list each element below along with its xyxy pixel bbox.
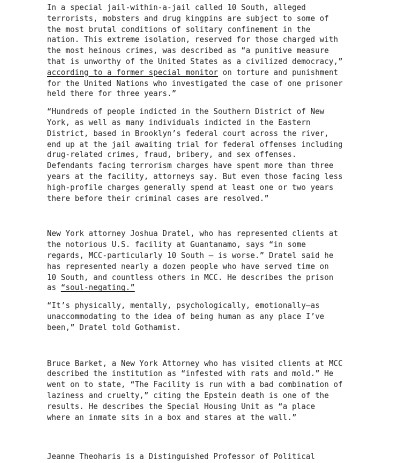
text-line: terrorists, mobsters and drug kingpins are subject to some of [47, 13, 329, 23]
link-former-special-monitor[interactable]: according to a former special monitor [47, 67, 219, 77]
text-fragment: as [47, 283, 61, 293]
text-line: went on to state, “The Facility is run with a bad combination of [47, 380, 343, 390]
text-line: described the institution as “infested with rats and mold.” He [47, 369, 334, 379]
text-line: In a special jail-within-a-jail called 10 South, alleged [47, 3, 306, 12]
text-line: the most heinous crimes, was described as “a punitive measure [47, 46, 329, 56]
paragraph-10-south [47, 3, 386, 100]
text-line: where an inmate sits in a box and stares at the wall.” [47, 412, 297, 422]
text-line: nation. This extreme isolation, reserved for those charged with [47, 35, 339, 45]
link-soul-negating[interactable]: “soul-negating.” [60, 283, 135, 293]
text-line: District, based in Brooklyn’s federal court across the river, [47, 128, 329, 138]
text-line: high-profile charges generally spend at least one or two years [47, 182, 334, 192]
text-line: Defendants facing terrorism charges have spent more than three [47, 161, 334, 171]
text-line: regards, MCC-particularly 10 South – is worse.” Dratel said he [47, 250, 334, 260]
paragraph-dratel [47, 229, 386, 294]
paragraph-barket [47, 359, 386, 424]
text-line: 10 South, and countless others in MCC. He describes the prison [47, 272, 334, 282]
text-line: Jeanne Theoharis is a Distinguished Professor of Political [47, 452, 316, 462]
text-line: New York attorney Joshua Dratel, who has represented clients at [47, 229, 339, 239]
text-line: “It’s physically, mentally, psychologically, emotionally—as [47, 301, 320, 311]
text-line: for the United Nations who investigated the case of one prisoner [47, 78, 343, 88]
text-line [47, 68, 386, 79]
text-line: has represented nearly a dozen people who have served time on [47, 261, 329, 271]
text-line: results. He describes the Special Housing Unit as “a place [47, 401, 316, 411]
text-line: that is unworthy of the United States as a civilized democracy,” [47, 56, 343, 66]
text-line: held there for three years.” [47, 89, 177, 99]
text-line: years at the facility, attorneys say. But even those facing less [47, 171, 343, 181]
text-fragment: on torture and punishment [218, 67, 339, 77]
text-line: “Hundreds of people indicted in the Southern District of New [47, 107, 325, 117]
paragraph-dratel-quote [47, 301, 386, 333]
text-line: York, as well as many individuals indicted in the Eastern [47, 117, 311, 127]
text-line [47, 283, 386, 294]
text-line: the most brutal conditions of solitary confinement in the [47, 24, 311, 34]
text-line: laziness and cruelty,” citing the Epstein death is one of the [47, 390, 329, 400]
text-line: end up at the jail awaiting trial for federal offenses including [47, 139, 343, 149]
text-line: there before their criminal cases are resolved.” [47, 193, 269, 203]
paragraph-theoharis [47, 452, 386, 463]
text-line: been,” Dratel told Gothamist. [47, 322, 182, 332]
paragraph-quote-hundreds [47, 107, 386, 204]
text-line: the notorious U.S. facility at Guantanamo, says “in some [47, 240, 306, 250]
text-line: drug-related crimes, fraud, bribery, and sex offenses. [47, 150, 297, 160]
text-line: Bruce Barket, a New York Attorney who has visited clients at MCC [47, 358, 343, 368]
text-line: unaccommodating to the idea of being human as any place I’ve [47, 311, 325, 321]
